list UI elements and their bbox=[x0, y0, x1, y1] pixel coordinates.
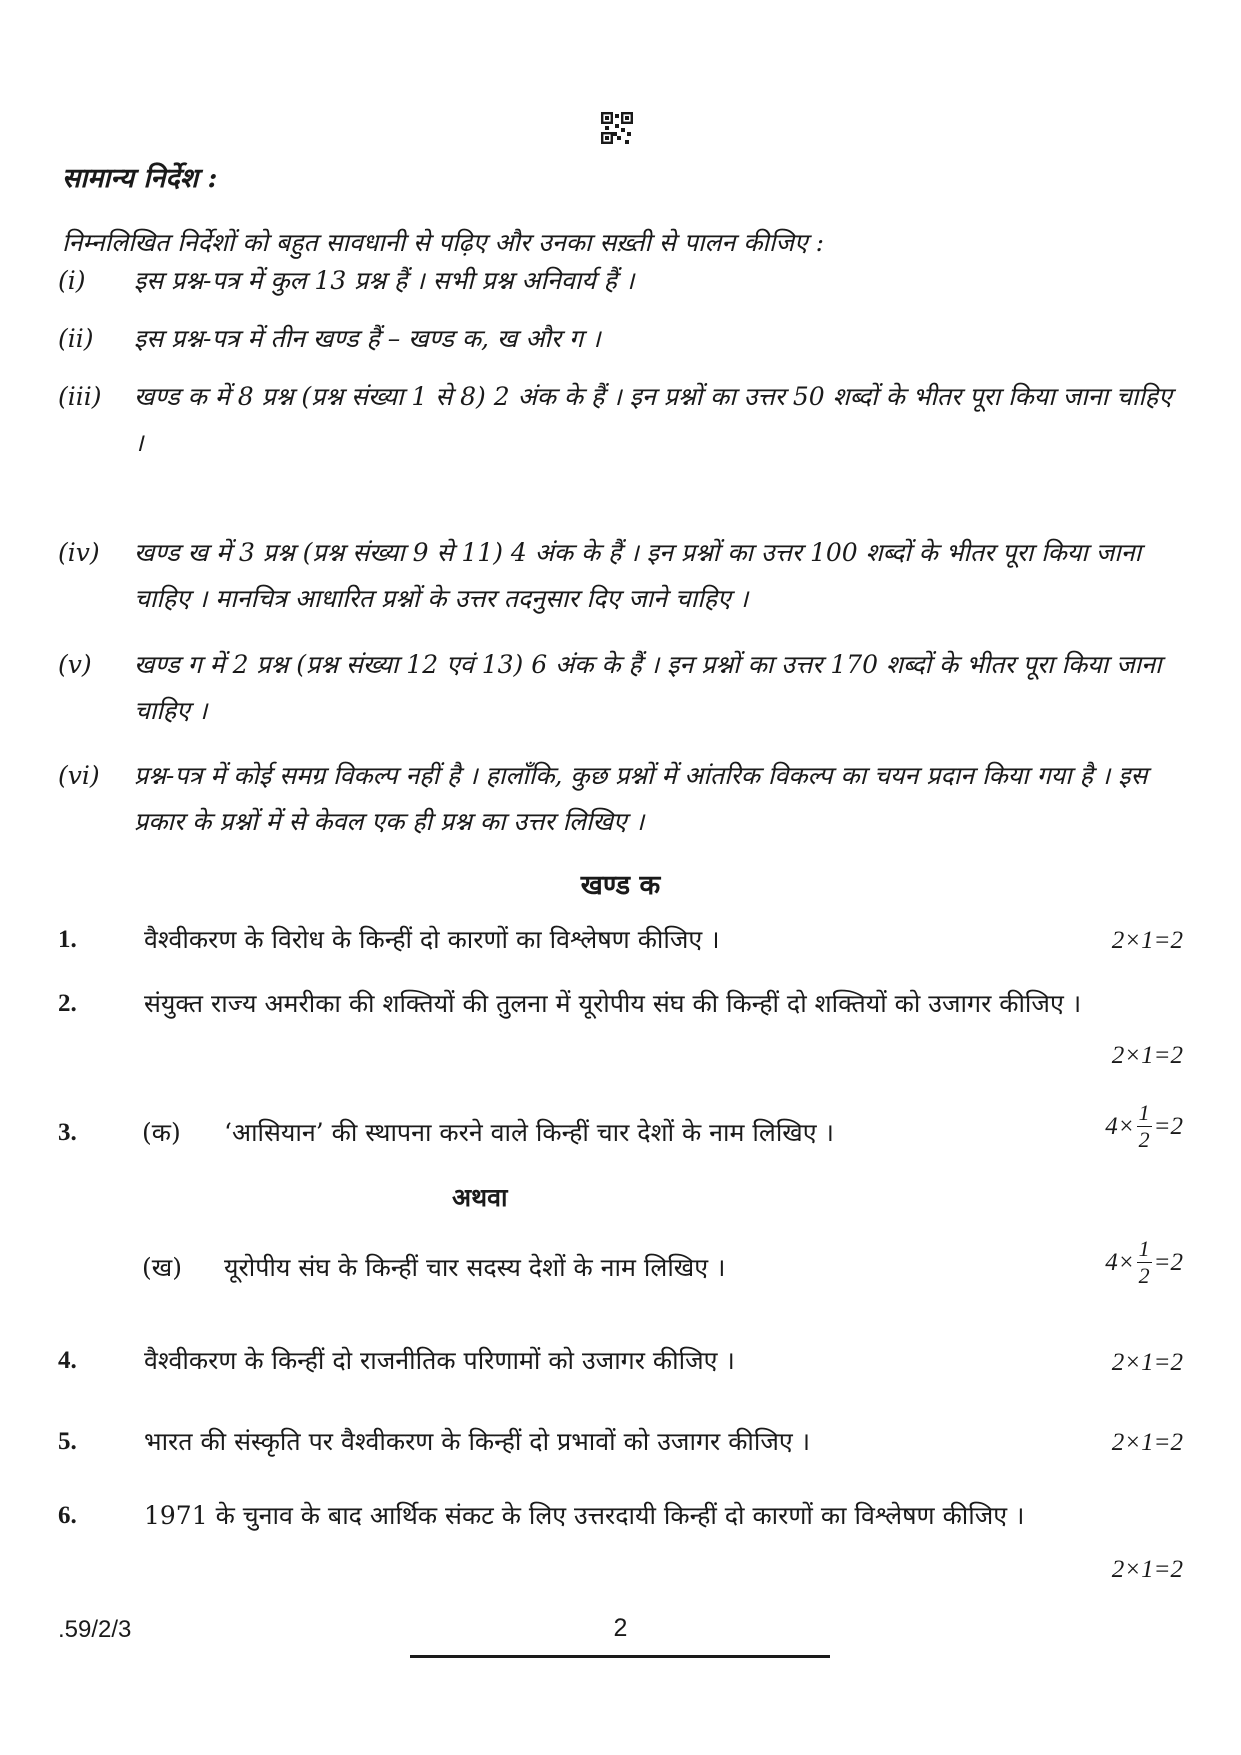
instruction-item bbox=[58, 753, 1188, 845]
instruction-number: (i) bbox=[58, 266, 86, 295]
question-marks: 2×1=2 bbox=[1111, 1556, 1183, 1583]
option-text: यूरोपीय संघ के किन्हीं चार सदस्य देशों के नाम लिखिए । bbox=[224, 1253, 726, 1282]
question-marks: 2×1=2 bbox=[1111, 1042, 1183, 1069]
option-label: (क) bbox=[142, 1118, 181, 1147]
instructions-intro: निम्नलिखित निर्देशों को बहुत सावधानी से पढ़िए और उनका सख़्ती से पालन कीजिए : bbox=[62, 228, 825, 257]
instruction-text: खण्ड ग में 2 प्रश्न (प्रश्न संख्या 12 एवं 13) 6 अंक के हैं । इन प्रश्नों का उत्तर 170 शब्दों के भीतर पूरा किया जाना चाहिए । bbox=[134, 650, 1162, 725]
instruction-text: खण्ड ख में 3 प्रश्न (प्रश्न संख्या 9 से 11) 4 अंक के हैं । इन प्रश्नों का उत्तर 100 शब्दों के भीतर पूरा किया जाना चाहिए । मानचित्र आधारित प्रश्नों के उत्तर तदनुसार दिए जाने चाहिए । bbox=[134, 538, 1142, 613]
question-marks bbox=[1105, 1100, 1183, 1153]
question-marks: 2×1=2 bbox=[1111, 927, 1183, 954]
instruction-number: (iii) bbox=[58, 382, 102, 411]
question-option-b bbox=[142, 1242, 726, 1294]
instruction-text: इस प्रश्न-पत्र में कुल 13 प्रश्न हैं । सभी प्रश्न अनिवार्य हैं । bbox=[134, 266, 635, 295]
question-marks bbox=[1105, 1236, 1183, 1289]
question-number: 1. bbox=[58, 926, 77, 953]
marks-denominator: 2 bbox=[1138, 1127, 1150, 1152]
footer-rule bbox=[410, 1655, 830, 1658]
section-title: खण्ड क bbox=[580, 870, 661, 901]
question-option-a bbox=[142, 1107, 834, 1159]
marks-suffix: =2 bbox=[1153, 1112, 1183, 1140]
instruction-number: (ii) bbox=[58, 324, 94, 353]
general-instructions-heading: सामान्य निर्देश : bbox=[62, 163, 218, 194]
question-text: वैश्वीकरण के विरोध के किन्हीं दो कारणों का विश्लेषण कीजिए । bbox=[144, 925, 720, 954]
instruction-item bbox=[58, 530, 1188, 622]
marks-prefix: 4× bbox=[1105, 1112, 1135, 1140]
instruction-text: प्रश्न-पत्र में कोई समग्र विकल्प नहीं है । हालाँकि, कुछ प्रश्नों में आंतरिक विकल्प का चयन प्रदान किया गया है । इस प्रकार के प्रश्नों में से केवल एक ही प्रश्न का उत्तर लिखिए । bbox=[134, 761, 1148, 836]
question-number: 6. bbox=[58, 1502, 77, 1529]
or-label: अथवा bbox=[452, 1183, 508, 1212]
question-number: 5. bbox=[58, 1428, 77, 1455]
instruction-text: खण्ड क में 8 प्रश्न (प्रश्न संख्या 1 से 8) 2 अंक के हैं । इन प्रश्नों का उत्तर 50 शब्दों के भीतर पूरा किया जाना चाहिए । bbox=[134, 382, 1172, 457]
question-item bbox=[58, 1416, 1183, 1468]
instruction-item bbox=[58, 374, 1188, 466]
instruction-number: (iv) bbox=[58, 538, 100, 567]
question-marks: 2×1=2 bbox=[1111, 1429, 1183, 1456]
option-text: ‘आसियान’ की स्थापना करने वाले किन्हीं चार देशों के नाम लिखिए । bbox=[224, 1118, 834, 1147]
instruction-text: इस प्रश्न-पत्र में तीन खण्ड हैं – खण्ड क, ख और ग । bbox=[134, 324, 601, 353]
question-item bbox=[58, 1335, 1183, 1387]
question-number: 2. bbox=[58, 990, 77, 1017]
question-text: 1971 के चुनाव के बाद आर्थिक संकट के लिए उत्तरदायी किन्हीं दो कारणों का विश्लेषण कीजिए । bbox=[144, 1501, 1025, 1530]
question-item bbox=[58, 914, 1183, 966]
page-number: 2 bbox=[613, 1614, 628, 1642]
question-marks: 2×1=2 bbox=[1111, 1349, 1183, 1376]
instruction-item bbox=[58, 316, 1188, 362]
question-text: भारत की संस्कृति पर वैश्वीकरण के किन्हीं दो प्रभावों को उजागर कीजिए । bbox=[144, 1427, 811, 1456]
marks-suffix: =2 bbox=[1153, 1248, 1183, 1276]
marks-prefix: 4× bbox=[1105, 1248, 1135, 1276]
option-label: (ख) bbox=[142, 1253, 182, 1282]
marks-numerator: 1 bbox=[1138, 1236, 1150, 1261]
question-number: 3. bbox=[58, 1119, 77, 1146]
qr-code-icon bbox=[601, 112, 633, 144]
question-text: वैश्वीकरण के किन्हीं दो राजनीतिक परिणामों को उजागर कीजिए । bbox=[144, 1346, 735, 1375]
instruction-number: (v) bbox=[58, 650, 92, 679]
instruction-item bbox=[58, 642, 1188, 734]
question-number: 4. bbox=[58, 1347, 77, 1374]
paper-code: .59/2/3 bbox=[58, 1616, 132, 1643]
question-item bbox=[58, 978, 1183, 1030]
instruction-number: (vi) bbox=[58, 761, 100, 790]
question-text: संयुक्त राज्य अमरीका की शक्तियों की तुलना में यूरोपीय संघ की किन्हीं दो शक्तियों को उजागर कीजिए । bbox=[144, 989, 1082, 1018]
marks-numerator: 1 bbox=[1138, 1100, 1150, 1125]
question-item bbox=[58, 1490, 1183, 1542]
marks-denominator: 2 bbox=[1138, 1263, 1150, 1288]
instruction-item bbox=[58, 258, 1188, 304]
